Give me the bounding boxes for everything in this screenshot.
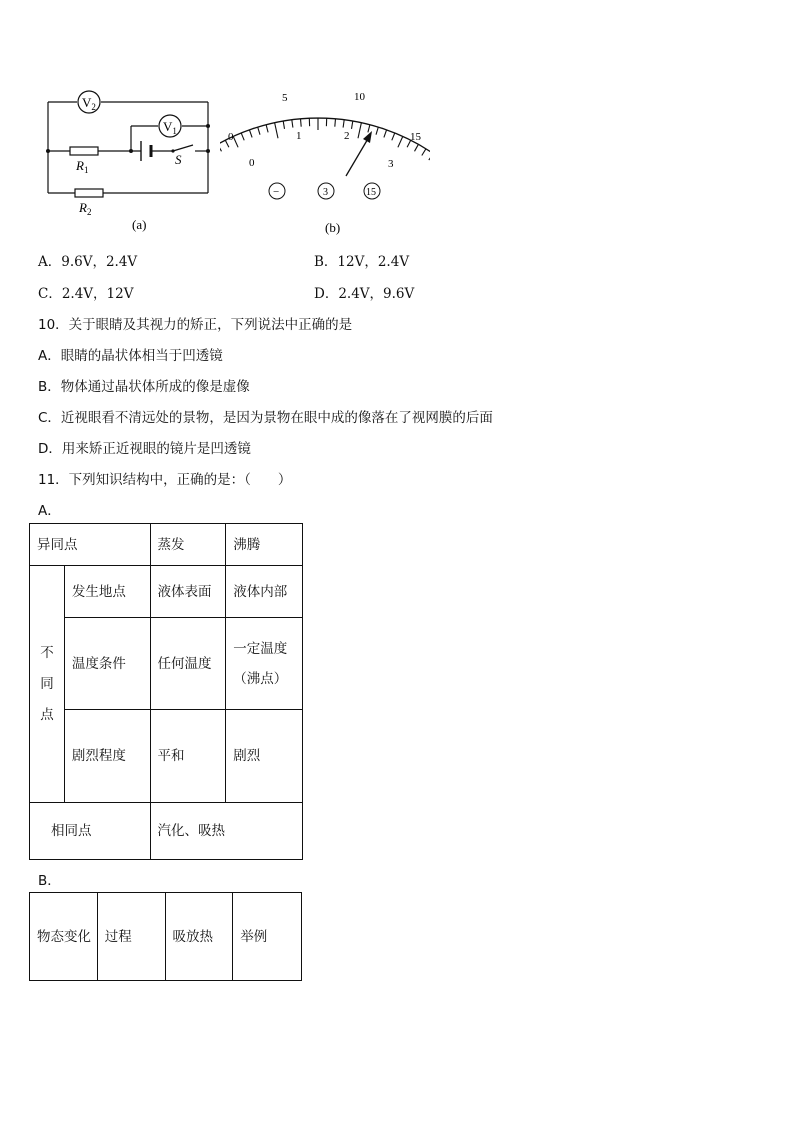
dial-tick [398, 136, 403, 147]
table-a-cell: 剧烈 [226, 710, 303, 803]
dial-tick [241, 133, 244, 140]
table-a-header-boiling: 沸腾 [226, 524, 303, 566]
q10-option-c: C．近视眼看不清远处的景物，是因为景物在眼中成的像落在了视网膜的后面 [38, 410, 493, 426]
voltmeter-dial-b [220, 85, 430, 240]
figure-b-caption: (b) [325, 220, 341, 235]
r2-label: $R_2$ [79, 200, 92, 217]
q11-option-b-label: B． [38, 873, 61, 889]
terminal-negative: − [273, 186, 280, 198]
table-b-header-process: 过程 [97, 893, 165, 981]
v2-label: $V_2$ [82, 95, 96, 112]
table-a-cell: 发生地点 [64, 566, 150, 618]
v1-label: $V_1$ [163, 119, 177, 136]
switch-label: S [175, 152, 182, 167]
dial-tick [392, 133, 395, 140]
table-a-same-value: 汽化、吸热 [150, 803, 302, 860]
dial-tick [233, 136, 238, 147]
r1-label: $R_1$ [76, 158, 89, 175]
q9-option-b: B．12V，2.4V [314, 254, 410, 270]
dial-tick [384, 130, 387, 138]
table-a-cell: 平和 [150, 710, 226, 803]
table-a-cell: 任何温度 [150, 618, 226, 710]
dial-tick [358, 123, 361, 139]
q10-option-d: D．用来矫正近视眼的镜片是凹透镜 [38, 441, 251, 457]
terminal-3v: 3 [323, 187, 328, 198]
dial-inner-label: 1 [296, 130, 302, 142]
q11-option-a-label: A． [38, 503, 61, 519]
dial-tick [301, 119, 302, 127]
dial-tick [283, 121, 284, 129]
dial-tick [258, 127, 260, 135]
dial-tick [335, 119, 336, 127]
dial-tick [343, 120, 344, 128]
dial-tick [266, 125, 268, 133]
dial-outer-label: 5 [282, 92, 288, 104]
table-a-cell: 一定温度（沸点） [226, 618, 303, 710]
dial-outer-label: 15 [410, 131, 421, 143]
table-a-cell: 液体内部 [226, 566, 303, 618]
dial-tick [415, 144, 419, 151]
dial-tick [376, 127, 378, 135]
terminal-15v: 15 [366, 187, 376, 198]
q11-table-a [29, 523, 303, 860]
table-a-same-label: 相同点 [30, 803, 151, 860]
circuit-diagram-a [30, 85, 230, 235]
dial-tick [220, 144, 222, 151]
q9-option-a: A．9.6V，2.4V [38, 254, 138, 270]
q10-option-b: B．物体通过晶状体所成的像是虚像 [38, 379, 250, 395]
table-a-cell: 剧烈程度 [64, 710, 150, 803]
table-a-header-diff-same: 异同点 [30, 524, 151, 566]
dial-outer-label: 10 [354, 91, 365, 103]
q9-option-c: C．2.4V，12V [38, 286, 134, 302]
table-b-header-example: 举例 [233, 893, 302, 981]
dial-tick [352, 121, 353, 129]
dial-inner-label: 0 [249, 157, 255, 169]
table-b-header-heat: 吸放热 [165, 893, 233, 981]
dial-tick [275, 123, 278, 139]
table-a-group-different: 不同点 [30, 566, 65, 803]
dial-inner-label: 2 [344, 130, 350, 142]
dial-tick [292, 120, 293, 128]
dial-tick [429, 154, 430, 161]
dial-tick [368, 125, 370, 133]
figure-a-caption: (a) [132, 217, 147, 232]
q11-stem: 11．下列知识结构中，正确的是：（ ） [38, 472, 292, 488]
dial-arc [220, 118, 430, 159]
dial-inner-label: 3 [388, 158, 394, 170]
dial-tick [422, 149, 426, 156]
dial-outer-label: 0 [228, 131, 234, 143]
table-a-cell: 液体表面 [150, 566, 226, 618]
q10-option-a: A．眼睛的晶状体相当于凹透镜 [38, 348, 223, 364]
dial-tick [249, 130, 252, 138]
table-b-header-state-change: 物态变化 [30, 893, 98, 981]
q11-table-b [29, 892, 302, 981]
table-a-header-evaporation: 蒸发 [150, 524, 226, 566]
q9-option-d: D．2.4V，9.6V [314, 286, 415, 302]
table-a-cell: 温度条件 [64, 618, 150, 710]
q10-stem: 10．关于眼睛及其视力的矫正，下列说法中正确的是 [38, 317, 353, 333]
